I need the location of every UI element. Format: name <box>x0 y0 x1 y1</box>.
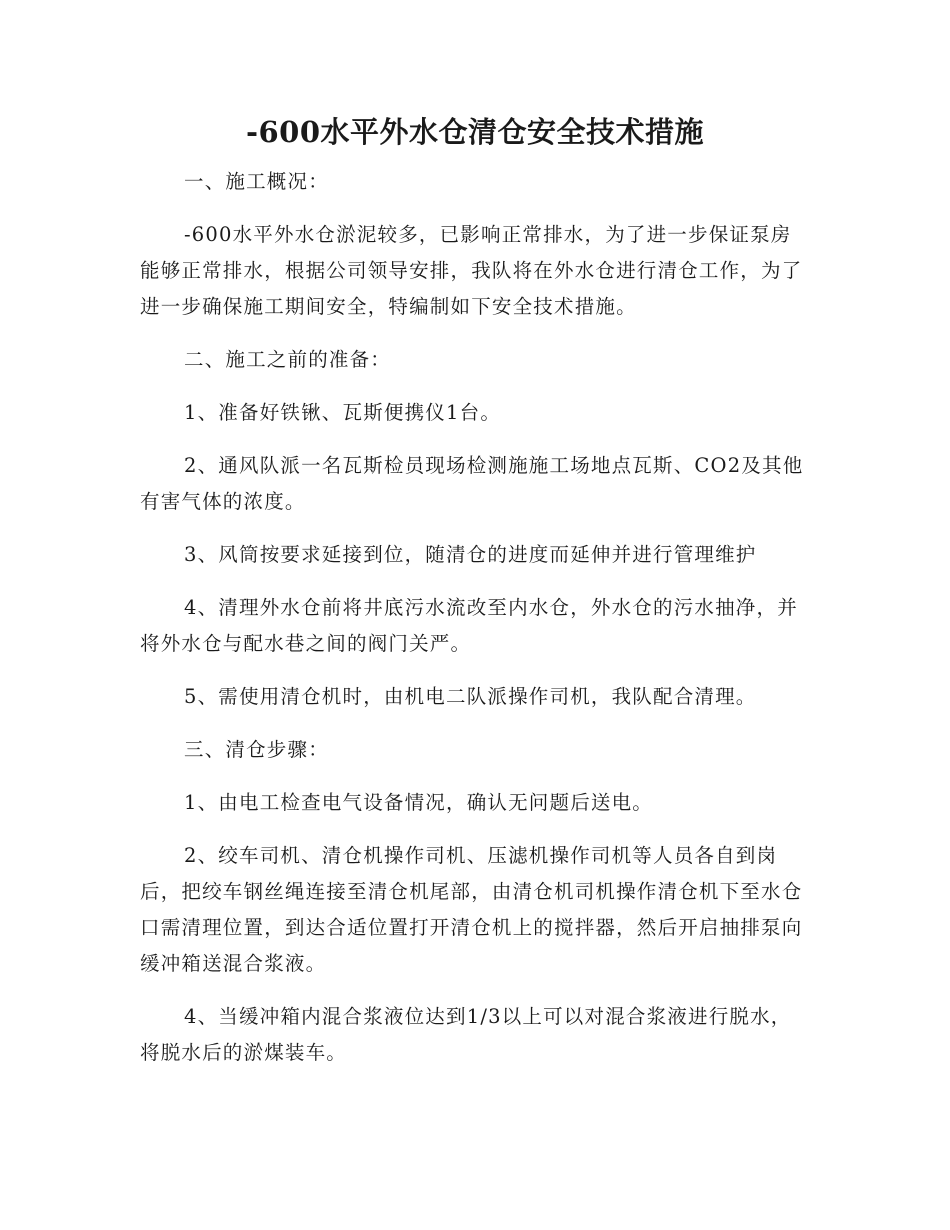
step-item-1: 1、由电工检查电气设备情况，确认无问题后送电。 <box>184 791 654 814</box>
prep-item-2: 2、通风队派一名瓦斯检员现场检测施施工场地点瓦斯、CO2及其他有害气体的浓度。 <box>140 454 804 513</box>
paragraph-overview: -600水平外水仓淤泥较多，已影响正常排水，为了进一步保证泵房能够正常排水，根据公司领导安排，我队将在外水仓进行清仓工作，为了进一步确保施工期间安全，特编制如下安全技术措施。 <box>140 223 803 318</box>
prep-item-5: 5、需使用清仓机时，由机电二队派操作司机，我队配合清理。 <box>184 685 757 708</box>
prep-item-1: 1、准备好铁锹、瓦斯便携仪1台。 <box>184 401 502 424</box>
section-heading-preparation: 二、施工之前的准备： <box>184 348 392 371</box>
step-item-2: 2、绞车司机、清仓机操作司机、压滤机操作司机等人员各自到岗后，把绞车钢丝绳连接至清仓机尾部，由清仓机司机操作清仓机下至水仓口需清理位置，到达合适位置打开清仓机上的搅拌器，然后开启抽排泵向缓冲箱送混合浆液。 <box>140 844 803 975</box>
prep-item-4: 4、清理外水仓前将井底污水流改至内水仓，外水仓的污水抽净，并将外水仓与配水巷之间的阀门关严。 <box>140 596 798 655</box>
prep-item-3: 3、风筒按要求延接到位，随清仓的进度而延伸并进行管理维护 <box>184 543 757 566</box>
section-heading-steps: 三、清仓步骤： <box>184 738 329 761</box>
section-heading-overview: 一、施工概况： <box>184 170 329 193</box>
document-title: -600水平外水仓清仓安全技术措施 <box>245 115 705 149</box>
step-item-4: 4、当缓冲箱内混合浆液位达到1/3以上可以对混合浆液进行脱水，将脱水后的淤煤装车。 <box>140 1005 792 1064</box>
document-body <box>140 164 806 1088</box>
